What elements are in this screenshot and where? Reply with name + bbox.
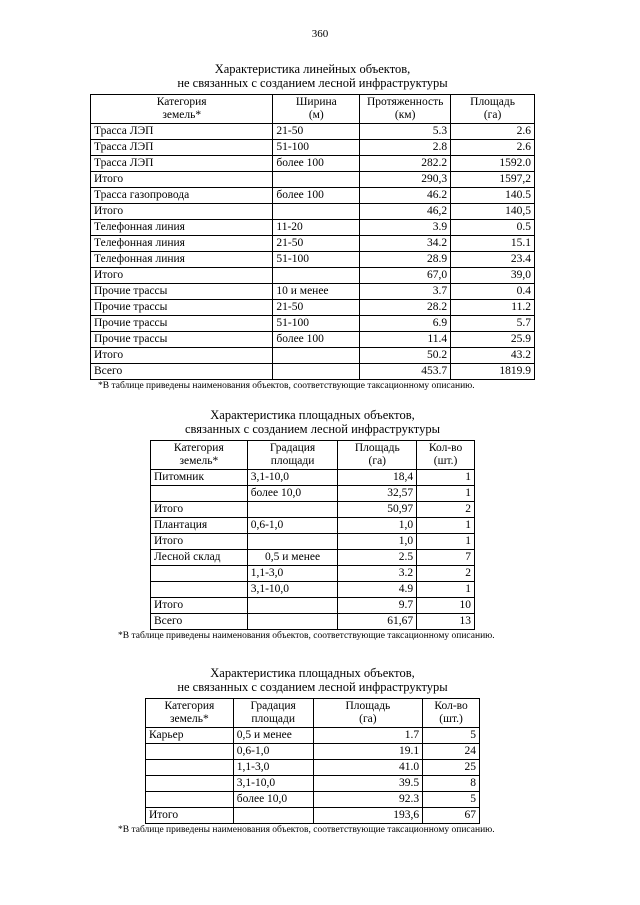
header-text: (га)	[359, 713, 377, 725]
table-row	[151, 534, 475, 550]
cell-gradation	[247, 502, 338, 518]
cell-category: Итого	[151, 502, 248, 518]
cell-width: 21-50	[273, 300, 360, 316]
cell-area: 0.5	[451, 220, 535, 236]
cell-length: 290,3	[360, 172, 451, 188]
header-text: земель*	[179, 455, 219, 467]
cell-area: 3.2	[338, 566, 417, 582]
table-row	[146, 760, 480, 776]
cell-count: 2	[417, 502, 475, 518]
table-row	[91, 348, 535, 364]
cell-area: 1,0	[338, 518, 417, 534]
table1-footnote: *В таблице приведены наименования объектов, соответствующие таксационному описанию.	[98, 381, 475, 391]
table-row	[91, 300, 535, 316]
header-text: Площадь	[470, 96, 515, 108]
table3-header-area	[313, 699, 423, 728]
header-text: Категория	[173, 442, 224, 454]
cell-category	[146, 776, 234, 792]
cell-width: 51-100	[273, 140, 360, 156]
header-text: (га)	[368, 455, 387, 467]
section-area-objects-infra	[118, 408, 495, 642]
table3-body	[146, 728, 480, 824]
cell-category: Итого	[91, 268, 273, 284]
table1-header-category	[91, 95, 273, 124]
table1-body	[91, 124, 535, 380]
cell-width: 51-100	[273, 252, 360, 268]
table3-caption-line2: не связанных с созданием лесной инфраструктуры	[177, 680, 448, 694]
cell-category: Питомник	[151, 470, 248, 486]
table-row	[151, 486, 475, 502]
cell-area: 2.5	[338, 550, 417, 566]
cell-area: 43.2	[451, 348, 535, 364]
table-row	[151, 502, 475, 518]
header-text: (га)	[483, 109, 502, 121]
table3-caption-line1: Характеристика площадных объектов,	[210, 666, 415, 680]
cell-count: 1	[417, 486, 475, 502]
table2-header-gradation	[247, 441, 338, 470]
table-row	[151, 470, 475, 486]
cell-category: Итого	[151, 534, 248, 550]
table-row	[151, 582, 475, 598]
table2-header-area	[338, 441, 417, 470]
cell-area: 25.9	[451, 332, 535, 348]
header-text: Градация	[269, 442, 316, 454]
table3-footnote: *В таблице приведены наименования объектов, соответствующие таксационному описанию.	[118, 825, 495, 835]
cell-area: 0.4	[451, 284, 535, 300]
cell-width: 51-100	[273, 316, 360, 332]
table3-header-count	[423, 699, 480, 728]
table2-footnote: *В таблице приведены наименования объектов, соответствующие таксационному описанию.	[118, 631, 495, 641]
cell-count: 1	[417, 582, 475, 598]
cell-length: 3.9	[360, 220, 451, 236]
table-row	[146, 776, 480, 792]
cell-category: Трасса ЛЭП	[91, 156, 273, 172]
header-text: Категория	[164, 700, 215, 712]
cell-count: 8	[423, 776, 480, 792]
cell-width: 21-50	[273, 236, 360, 252]
table2	[150, 440, 475, 630]
header-text: земель*	[170, 713, 209, 725]
table-row	[91, 188, 535, 204]
cell-count: 1	[417, 518, 475, 534]
cell-area: 18,4	[338, 470, 417, 486]
table1-caption-line1: Характеристика линейных объектов,	[214, 62, 411, 76]
cell-width: 10 и менее	[273, 284, 360, 300]
header-text: Кол-во	[428, 442, 463, 454]
cell-area: 61,67	[338, 614, 417, 630]
header-text: (шт.)	[433, 455, 458, 467]
table-row	[91, 204, 535, 220]
table-row	[91, 156, 535, 172]
cell-category: Трасса ЛЭП	[91, 140, 273, 156]
cell-category	[151, 566, 248, 582]
cell-count: 1	[417, 534, 475, 550]
cell-category: Лесной склад	[151, 550, 248, 566]
table-row	[146, 808, 480, 824]
table-row	[146, 792, 480, 808]
cell-area: 1592.0	[451, 156, 535, 172]
cell-gradation: 0,6-1,0	[247, 518, 338, 534]
cell-gradation: 0,6-1,0	[233, 744, 313, 760]
table3-header-category	[146, 699, 234, 728]
table-row	[91, 284, 535, 300]
cell-category: Трасса ЛЭП	[91, 124, 273, 140]
header-text: Градация	[250, 700, 296, 712]
cell-area: 39,0	[451, 268, 535, 284]
header-text: Площадь	[354, 442, 400, 454]
cell-gradation	[233, 808, 313, 824]
cell-width	[273, 268, 360, 284]
cell-length: 3.7	[360, 284, 451, 300]
table3-header-gradation	[233, 699, 313, 728]
cell-category	[146, 744, 234, 760]
table1-header-row	[91, 95, 535, 124]
table1-caption-line2: не связанных с созданием лесной инфраструктуры	[177, 76, 448, 90]
cell-area: 1597,2	[451, 172, 535, 188]
cell-gradation: более 10,0	[247, 486, 338, 502]
cell-area: 50,97	[338, 502, 417, 518]
table-row	[91, 364, 535, 380]
cell-category: Прочие трассы	[91, 284, 273, 300]
header-text: площади	[270, 455, 315, 467]
cell-category: Трасса газопровода	[91, 188, 273, 204]
cell-gradation	[247, 534, 338, 550]
cell-area: 4.9	[338, 582, 417, 598]
cell-area: 2.6	[451, 140, 535, 156]
cell-width	[273, 204, 360, 220]
cell-area: 2.6	[451, 124, 535, 140]
header-text: Ширина	[295, 96, 337, 108]
header-text: Кол-во	[434, 700, 468, 712]
table-row	[91, 172, 535, 188]
cell-area: 1.7	[313, 728, 423, 744]
table2-body	[151, 470, 475, 630]
cell-count: 1	[417, 470, 475, 486]
table-row	[151, 550, 475, 566]
table-row	[151, 518, 475, 534]
page-number: 360	[311, 28, 329, 40]
header-text: (км)	[394, 109, 416, 121]
table-row	[91, 140, 535, 156]
table-row	[91, 332, 535, 348]
table3	[145, 698, 480, 824]
cell-gradation: 1,1-3,0	[233, 760, 313, 776]
cell-count: 25	[423, 760, 480, 776]
table-row	[146, 744, 480, 760]
table1-caption	[90, 62, 535, 90]
cell-area: 15.1	[451, 236, 535, 252]
cell-category	[151, 486, 248, 502]
cell-count: 5	[423, 728, 480, 744]
cell-count: 24	[423, 744, 480, 760]
cell-width: более 100	[273, 332, 360, 348]
section-area-objects-noninfra	[118, 666, 495, 836]
cell-category: Телефонная линия	[91, 236, 273, 252]
cell-width: 11-20	[273, 220, 360, 236]
table1-header-area	[451, 95, 535, 124]
cell-gradation: 1,1-3,0	[247, 566, 338, 582]
cell-category	[146, 792, 234, 808]
cell-count: 10	[417, 598, 475, 614]
cell-count: 5	[423, 792, 480, 808]
cell-category: Прочие трассы	[91, 300, 273, 316]
cell-area: 32,57	[338, 486, 417, 502]
cell-gradation	[247, 598, 338, 614]
cell-length: 46.2	[360, 188, 451, 204]
cell-area: 140,5	[451, 204, 535, 220]
table1-header-length	[360, 95, 451, 124]
header-text: земель*	[162, 109, 202, 121]
header-text: площади	[251, 713, 295, 725]
cell-area: 39.5	[313, 776, 423, 792]
cell-length: 67,0	[360, 268, 451, 284]
cell-area: 140.5	[451, 188, 535, 204]
cell-area: 11.2	[451, 300, 535, 316]
cell-count: 67	[423, 808, 480, 824]
table2-caption-line2: связанных с созданием лесной инфраструктуры	[184, 422, 440, 436]
cell-count: 2	[417, 566, 475, 582]
cell-width: более 100	[273, 188, 360, 204]
cell-width: более 100	[273, 156, 360, 172]
cell-gradation: 0,5 и менее	[247, 550, 338, 566]
section-linear-objects	[90, 62, 535, 392]
table-row	[151, 614, 475, 630]
cell-category	[146, 760, 234, 776]
cell-length: 5.3	[360, 124, 451, 140]
cell-length: 50.2	[360, 348, 451, 364]
cell-width: 21-50	[273, 124, 360, 140]
table-row	[91, 220, 535, 236]
cell-length: 282.2	[360, 156, 451, 172]
header-text: (м)	[308, 109, 324, 121]
cell-width	[273, 348, 360, 364]
cell-area: 92.3	[313, 792, 423, 808]
cell-category: Всего	[151, 614, 248, 630]
cell-area: 5.7	[451, 316, 535, 332]
cell-gradation: 3,1-10,0	[247, 470, 338, 486]
cell-category: Телефонная линия	[91, 252, 273, 268]
cell-category: Карьер	[146, 728, 234, 744]
cell-width	[273, 172, 360, 188]
cell-count: 13	[417, 614, 475, 630]
cell-count: 7	[417, 550, 475, 566]
header-text: Протяженность	[366, 96, 444, 108]
cell-category	[151, 582, 248, 598]
cell-area: 23.4	[451, 252, 535, 268]
table2-header-count	[417, 441, 475, 470]
cell-length: 11.4	[360, 332, 451, 348]
table-row	[91, 316, 535, 332]
cell-category: Прочие трассы	[91, 316, 273, 332]
cell-length: 34.2	[360, 236, 451, 252]
table2-header-row	[151, 441, 475, 470]
cell-width	[273, 364, 360, 380]
header-text: Категория	[156, 96, 207, 108]
table-row	[146, 728, 480, 744]
cell-area: 193,6	[313, 808, 423, 824]
table-row	[91, 268, 535, 284]
table-row	[91, 124, 535, 140]
cell-length: 6.9	[360, 316, 451, 332]
table2-caption-line1: Характеристика площадных объектов,	[210, 408, 415, 422]
cell-length: 46,2	[360, 204, 451, 220]
table1-header-width	[273, 95, 360, 124]
cell-gradation: 3,1-10,0	[233, 776, 313, 792]
cell-category: Итого	[151, 598, 248, 614]
table2-header-category	[151, 441, 248, 470]
cell-length: 2.8	[360, 140, 451, 156]
cell-gradation	[247, 614, 338, 630]
cell-category: Прочие трассы	[91, 332, 273, 348]
cell-length: 453.7	[360, 364, 451, 380]
table-row	[91, 252, 535, 268]
table3-header-row	[146, 699, 480, 728]
cell-gradation: более 10,0	[233, 792, 313, 808]
cell-area: 19.1	[313, 744, 423, 760]
table1	[90, 94, 535, 380]
cell-category: Телефонная линия	[91, 220, 273, 236]
cell-category: Плантация	[151, 518, 248, 534]
cell-category: Итого	[146, 808, 234, 824]
cell-area: 1,0	[338, 534, 417, 550]
table-row	[91, 236, 535, 252]
header-text: Площадь	[345, 700, 391, 712]
cell-category: Всего	[91, 364, 273, 380]
table-row	[151, 598, 475, 614]
cell-category: Итого	[91, 172, 273, 188]
cell-area: 9.7	[338, 598, 417, 614]
cell-area: 41.0	[313, 760, 423, 776]
table-row	[151, 566, 475, 582]
cell-gradation: 0,5 и менее	[233, 728, 313, 744]
header-text: (шт.)	[439, 713, 463, 725]
cell-area: 1819.9	[451, 364, 535, 380]
cell-length: 28.9	[360, 252, 451, 268]
table2-caption	[150, 408, 475, 436]
cell-length: 28.2	[360, 300, 451, 316]
cell-category: Итого	[91, 204, 273, 220]
cell-category: Итого	[91, 348, 273, 364]
cell-gradation: 3,1-10,0	[247, 582, 338, 598]
table3-caption	[145, 666, 480, 694]
